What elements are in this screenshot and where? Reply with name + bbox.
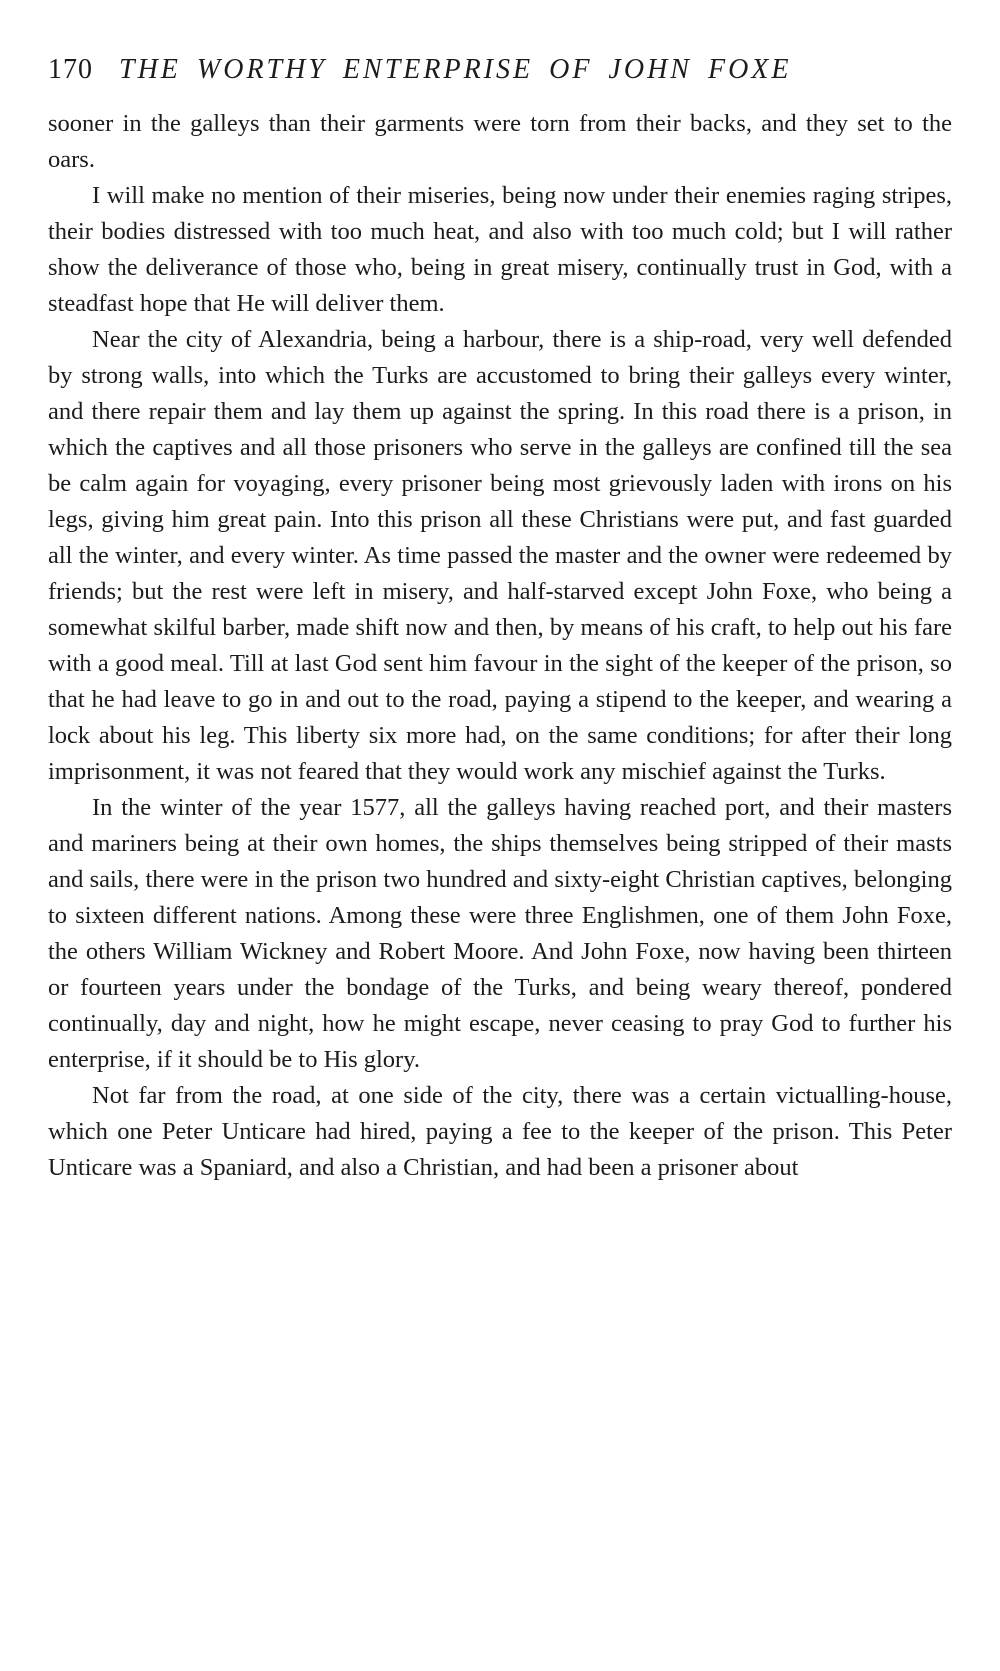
body-text: [48, 106, 952, 1186]
running-head: [48, 50, 952, 90]
book-page: [48, 50, 952, 1186]
paragraph: Not far from the road, at one side of the city, there was a certain victualling-house, which one Peter Unticare had hired, paying a fee to the keeper of the prison. This Peter Unticare was a Spaniard, and also a Christian, and had been a prisoner about: [48, 1082, 952, 1181]
page-number: 170: [48, 54, 93, 85]
running-title: THE WORTHY ENTERPRISE OF JOHN FOXE: [119, 54, 792, 85]
paragraph: I will make no mention of their miseries, being now under their enemies raging stripes, their bodies distressed with too much heat, and also with too much cold; but I will rather show the deliverance of those who, being in great misery, continually trust in God, with a steadfast hope that He will deliver them.: [48, 182, 952, 317]
paragraph: In the winter of the year 1577, all the galleys having reached port, and their masters and mariners being at their own homes, the ships themselves being stripped of their masts and sails, there were in the prison two hundred and sixty-eight Christian captives, belonging to sixteen different nations. Among these were three Englishmen, one of them John Foxe, the others William Wickney and Robert Moore. And John Foxe, now having been thirteen or fourteen years under the bondage of the Turks, and being weary thereof, pondered continually, day and night, how he might escape, never ceasing to pray God to further his enterprise, if it should be to His glory.: [48, 794, 952, 1073]
paragraph-continued: sooner in the galleys than their garments were torn from their backs, and they set to the oars.: [48, 110, 952, 173]
paragraph: Near the city of Alexandria, being a harbour, there is a ship-road, very well defended by strong walls, into which the Turks are accustomed to bring their galleys every winter, and there repair them and lay them up against the spring. In this road there is a prison, in which the captives and all those prisoners who serve in the galleys are confined till the sea be calm again for voyaging, every prisoner being most grievously laden with irons on his legs, giving him great pain. Into this prison all these Christians were put, and fast guarded all the winter, and every winter. As time passed the master and the owner were redeemed by friends; but the rest were left in misery, and half-starved except John Foxe, who being a somewhat skilful barber, made shift now and then, by means of his craft, to help out his fare with a good meal. Till at last God sent him favour in the sight of the keeper of the prison, so that he had leave to go in and out to the road, paying a stipend to the keeper, and wearing a lock about his leg. This liberty six more had, on the same conditions; for after their long imprisonment, it was not feared that they would work any mischief against the Turks.: [48, 326, 952, 785]
